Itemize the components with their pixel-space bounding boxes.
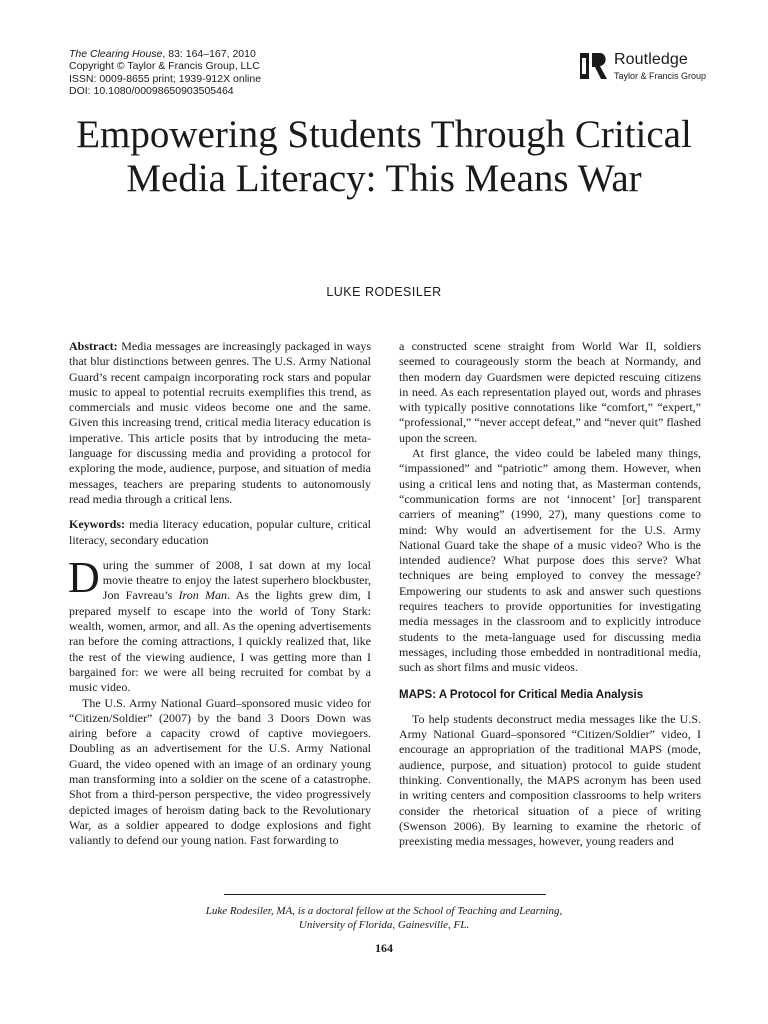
keywords-text: media literacy education, popular culture, critical literacy, secondary education (69, 517, 371, 547)
footnote-line: University of Florida, Gainesville, FL. (298, 919, 470, 931)
body-paragraph: To help students deconstruct media messages like the U.S. Army National Guard–sponsored “Citizen/Soldier” video, I encourage an appropriation of the traditional MAPS (mode, audience, purpose, and situation) protocol to guide student thinking. Conventionally, the MAPS acronym has been used in writing centers and composition classrooms to help writers consider the rhetorical situation of a piece of writing (Swenson 2006). By learning to examine the rhetoric of preexisting media messages, however, young readers and (399, 711, 701, 849)
paragraph-text: . As the lights grew dim, I prepared myself to escape into the world of Tony Stark: wealth, women, armor, and all. As the opening advertisements ran before the coming attractions, I quickly realized that, like the rest of the viewing audience, I was getting more than I bargained for: we were all being recruited for combat by a music video. (69, 588, 372, 695)
citation-header (69, 48, 261, 97)
abstract (69, 339, 371, 507)
drop-cap: D (68, 552, 100, 602)
publisher-subtitle: Taylor & Francis Group (614, 71, 707, 81)
paragraph-text: uring the summer of 2008, I sat down at my local movie theatre to enjoy the latest superhero blockbuster, Jon Favreau’s (102, 557, 371, 603)
body-paragraph (68, 552, 372, 696)
film-title: Iron Man (178, 588, 228, 603)
left-column (69, 339, 371, 849)
keywords (69, 517, 371, 548)
journal-title: The Clearing House (69, 48, 163, 60)
page-number: 164 (375, 941, 393, 955)
routledge-logo-icon (580, 50, 610, 82)
publisher-name: Routledge (614, 51, 688, 68)
issn-line: ISSN: 0009-8655 print; 1939-912X online (69, 72, 262, 85)
section-heading: MAPS: A Protocol for Critical Media Analysis (399, 688, 644, 701)
copyright-line: Copyright © Taylor & Francis Group, LLC (69, 60, 260, 73)
abstract-label: Abstract: (69, 339, 118, 353)
right-column (399, 339, 701, 850)
article-title: Empowering Students Through Critical Media Literacy: This Means War (76, 113, 692, 200)
doi-line: DOI: 10.1080/00098650903505464 (69, 84, 234, 97)
journal-citation-line (69, 48, 261, 60)
keywords-label: Keywords: (69, 517, 125, 532)
publisher-logo (580, 50, 720, 84)
body-paragraph: The U.S. Army National Guard–sponsored music video for “Citizen/Soldier” (2007) by the band 3 Doors Down was airing before a capacity crowd of captive moviegoers. Doubling as an advertisement for the U.S. Army National Guard, the video opened with an image of an ordinary young man transforming into a soldier on the scene of a catastrophe. Shot from a third-person perspective, the video progressively depicted images of heroism dating back to the Revolutionary War, as a soldier appeared to dodge explosions and fight valiantly to defend our young nation. Fast forwarding to (69, 695, 371, 848)
author-footnote (0, 904, 768, 932)
journal-volume-pages: , 83: 164–167, 2010 (162, 48, 256, 60)
body-paragraph: At first glance, the video could be labeled many things, “impassioned” and “patriotic” among them. However, when using a critical lens and noting that, as Masterman contends, “communication forms are not ‘innocent’ [or] transparent carriers of meaning” (1990, 27), many questions come to mind: Why would an advertisement for the U.S. Army National Guard take the shape of a music video? Who is the intended audience? What purpose does this serve? What techniques are being employed to convey the message? Empowering our students to ask and answer such questions requires teachers to provide opportunities for investigating media messages in the classroom and to explicitly introduce students to the meta-language used for discussing media messages, including those embedded in nontraditional media, such as short films and music videos. (399, 446, 701, 675)
footnote-line: Luke Rodesiler, MA, is a doctoral fellow at the School of Teaching and Learning, (205, 905, 563, 917)
footnote-divider (224, 894, 546, 895)
body-paragraph: a constructed scene straight from World War II, soldiers seemed to courageously storm the beach at Normandy, and then modern day Guardsmen were depicted rescuing citizens in need. As each representation played out, words and phrases with typically positive connotations like “comfort,” “expert,” “professional,” “never accept defeat,” and “never quit” flashed upon the screen. (399, 339, 701, 445)
article-author: LUKE RODESILER (326, 285, 442, 299)
abstract-text: Media messages are increasingly packaged in ways that blur distinctions between genres. The U.S. Army National Guard’s recent campaign incorporating rock stars and popular music to appeal to potential recruits exemplifies this trend, as commercials and music videos become one and the same. Given this increasing trend, critical media literacy education is imperative. This article posits that by introducing the meta-language for discussing media and providing a protocol for exploring the mode, audience, purpose, and situation of media messages, teachers are preparing students to autonomously read media through a critical lens. (69, 339, 371, 506)
